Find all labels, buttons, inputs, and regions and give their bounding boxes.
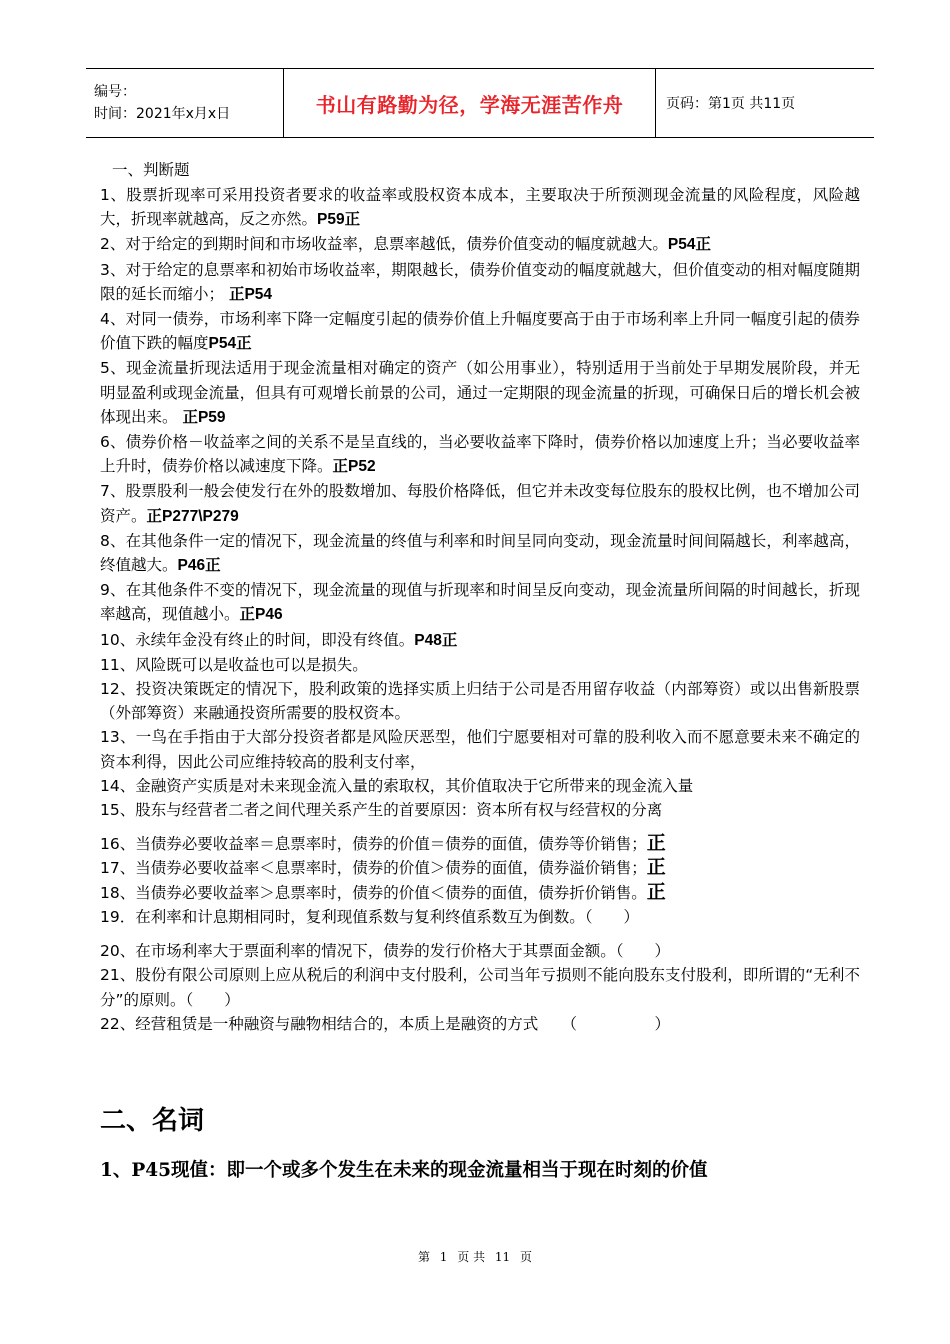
question-text: 21、股份有限公司原则上应从税后的利润中支付股利，公司当年亏损则不能向股东支付股利，即所谓的“无利不分”的原则。（ ） bbox=[100, 966, 860, 1009]
question-text: 13、一鸟在手指由于大部分投资者都是风险厌恶型，他们宁愿要相对可靠的股利收入而不愿意要未来不确定的资本利得，因此公司应维持较高的股利支付率， bbox=[100, 728, 860, 771]
footer-page: 1 bbox=[439, 1250, 448, 1264]
question-item bbox=[100, 183, 860, 232]
question-text: 12、投资决策既定的情况下，股利政策的选择实质上归结于公司是否用留存收益（内部筹资）或以出售新股票（外部筹资）来融通投资所需要的股权资本。 bbox=[100, 680, 860, 723]
question-text: 20、在市场利率大于票面利率的情况下，债券的发行价格大于其票面金额。（ ） bbox=[100, 942, 670, 961]
question-answer: 正P59 bbox=[182, 408, 226, 426]
question-text: 22、经营租赁是一种融资与融物相结合的，本质上是融资的方式 （ ） bbox=[100, 1014, 670, 1033]
question-text: 5、现金流量折现法适用于现金流量相对确定的资产（如公用事业），特别适用于当前处于早期发展阶段，并无明显盈利或现金流量，但具有可观增长前景的公司，通过一定期限的现金流量的折现，可确保日后的增长机会被体现出来。 bbox=[100, 359, 860, 426]
header-motto-cell bbox=[284, 69, 656, 137]
question-text: 16、当债券必要收益率＝息票率时，债券的价值＝债券的面值，债券等价销售； bbox=[100, 835, 647, 854]
footer-prefix: 第 bbox=[417, 1250, 430, 1264]
question-item bbox=[100, 430, 860, 479]
question-item bbox=[100, 798, 860, 822]
question-answer: P59正 bbox=[317, 211, 361, 229]
question-item bbox=[100, 856, 860, 880]
question-answer: 正 bbox=[646, 881, 666, 903]
question-answer: P46正 bbox=[177, 557, 221, 575]
question-item bbox=[100, 529, 860, 578]
question-text: 15、股东与经营者二者之间代理关系产生的首要原因：资本所有权与经营权的分离 bbox=[100, 801, 663, 820]
question-item bbox=[100, 307, 860, 356]
question-text: 14、金融资产实质是对未来现金流入量的索取权，其价值取决于它所带来的现金流入量 bbox=[100, 776, 694, 795]
question-text: 19．在利率和计息期相同时，复利现值系数与复利终值系数互为倒数。（ ） bbox=[100, 907, 639, 926]
term-1: 1、P45现值：即一个或多个发生在未来的现金流量相当于现在时刻的价值 bbox=[100, 1160, 708, 1181]
question-text: 2、对于给定的到期时间和市场收益率，息票率越低，债券价值变动的幅度就越大。 bbox=[100, 235, 668, 254]
question-item bbox=[100, 1012, 860, 1036]
question-answer: P54正 bbox=[667, 236, 711, 254]
question-answer: 正P277\P279 bbox=[146, 507, 239, 525]
question-text: 1、股票折现率可采用投资者要求的收益率或股权资本成本，主要取决于所预测现金流量的风险程度，风险越大，折现率就越高，反之亦然。 bbox=[100, 186, 860, 229]
question-text: 8、在其他条件一定的情况下，现金流量的终值与利率和时间呈同向变动，现金流量时间间隔越长，利率越高，终值越大。 bbox=[100, 531, 860, 575]
question-item bbox=[100, 905, 860, 929]
footer-suffix: 页 bbox=[520, 1250, 533, 1264]
question-item bbox=[100, 725, 860, 773]
question-text: 11、风险既可以是收益也可以是损失。 bbox=[100, 655, 368, 674]
question-item bbox=[100, 258, 860, 307]
question-item bbox=[100, 774, 860, 798]
question-answer: P48正 bbox=[414, 631, 458, 649]
question-item bbox=[100, 881, 860, 905]
question-text: 3、对于给定的息票率和初始市场收益率，期限越长，债券价值变动的幅度就越大，但价值变动的相对幅度随期限的延长而缩小； bbox=[100, 260, 860, 303]
question-text: 7、股票股利一般会使发行在外的股数增加、每股价格降低，但它并未改变每位股东的股权比例，也不增加公司资产。 bbox=[100, 482, 860, 525]
question-item bbox=[100, 232, 860, 257]
question-item bbox=[100, 356, 860, 430]
question-answer: 正 bbox=[646, 857, 666, 879]
question-text: 6、债券价格－收益率之间的关系不是呈直线的，当必要收益率下降时，债券价格以加速度上升；当必要收益率上升时，债券价格以减速度下降。 bbox=[100, 433, 860, 476]
question-item bbox=[100, 628, 860, 653]
section1-title: 一、判断题 bbox=[112, 161, 190, 179]
question-answer: 正 bbox=[646, 833, 666, 855]
question-answer: 正P46 bbox=[239, 606, 283, 624]
question-text: 9、在其他条件不变的情况下，现金流量的现值与折现率和时间呈反向变动，现金流量所间隔的时间越长，折现率越高，现值越小。 bbox=[100, 581, 860, 624]
question-item bbox=[100, 653, 860, 677]
footer-mid: 页 共 bbox=[457, 1250, 486, 1264]
footer-total: 11 bbox=[494, 1250, 511, 1264]
question-answer: P54正 bbox=[208, 335, 252, 353]
question-text: 10、永续年金没有终止的时间，即没有终值。 bbox=[100, 630, 415, 649]
question-item bbox=[100, 939, 860, 963]
header-page-info: 页码：第1页 共11页 bbox=[666, 96, 796, 112]
time-label: 时间：2021年x月x日 bbox=[94, 106, 231, 122]
question-text: 18、当债券必要收益率＞息票率时，债券的价值＜债券的面值，债券折价销售。 bbox=[100, 883, 647, 902]
question-item bbox=[100, 578, 860, 627]
content bbox=[100, 158, 860, 1036]
section2-title: 二、名词 bbox=[100, 1106, 205, 1136]
page-header bbox=[86, 68, 874, 138]
page-footer bbox=[0, 1248, 950, 1265]
header-left bbox=[86, 69, 284, 137]
question-answer: 正P52 bbox=[332, 458, 376, 476]
question-list bbox=[100, 183, 860, 1036]
question-item bbox=[100, 963, 860, 1011]
question-text: 4、对同一债券，市场利率下降一定幅度引起的债券价值上升幅度要高于由于市场利率上升同一幅度引起的债券价值下跌的幅度 bbox=[100, 310, 860, 353]
question-item bbox=[100, 832, 860, 856]
question-item bbox=[100, 479, 860, 528]
number-label: 编号： bbox=[94, 84, 136, 100]
question-item bbox=[100, 677, 860, 725]
question-text: 17、当债券必要收益率＜息票率时，债券的价值＞债券的面值，债券溢价销售； bbox=[100, 859, 647, 878]
motto: 书山有路勤为径，学海无涯苦作舟 bbox=[315, 92, 624, 117]
question-answer: 正P54 bbox=[228, 285, 273, 303]
